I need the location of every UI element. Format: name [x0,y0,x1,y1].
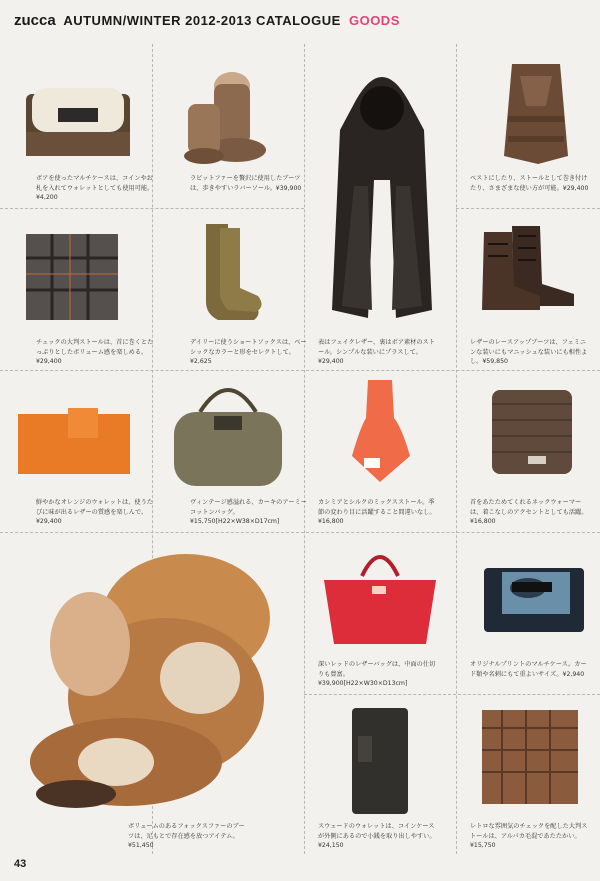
section-label: GOODS [348,13,400,28]
fox-fur-boots-image [16,548,280,812]
red-leather-bag-caption: 深いレッドのレザーバッグは、中面の仕切りも豊富。¥39,900[H22×W30×D13cm] [318,661,436,688]
suede-wallet-caption: スウェードのウォレットは、コインケースが外側にあるので小銭を取り出しやすい。¥24,150 [318,823,436,850]
fur-boots-caption: ラビットファーを贅沢に使用したブーツは、歩きやすいラバーソール。¥39,900 [190,175,302,192]
grid-divider [0,532,600,533]
short-socks-caption: デイリーに使うショートソックスは、ベーシックなカラーと形をセレクトして。¥2,625 [190,339,307,366]
suede-wallet-image [350,706,410,816]
grid-divider [304,694,600,695]
army-bag-caption: ヴィンテージ感溢れる、カーキのアーミーコットンバッグ。¥15,750[H22×W38×D17cm] [190,499,307,526]
orange-wallet-caption: 鮮やかなオレンジのウォレットは、使うたびに味が出るレザーの質感を楽しんで。¥29,400 [36,499,153,526]
catalogue-title: AUTUMN/WINTER 2012-2013 CATALOGUE [63,13,341,28]
brand-name: zucca [14,12,56,29]
hooded-stole-image [312,60,452,322]
down-vest-stole-image [498,56,574,166]
multicase-image [24,86,132,158]
tweed-check-stole-image [478,708,580,806]
neck-warmer-caption: 首をあたためてくれるネックウォーマーは、着こなしのアクセントとしても活躍。¥16,800 [470,499,588,526]
red-leather-bag-image [318,540,442,646]
print-multicase-caption: オリジナルプリントのマルチケース。カード類や名刺にもて重よいサイズ。¥2,940 [470,661,587,678]
orange-wallet-image [16,404,132,476]
check-stole-caption: チェックの大判ストールは、首に巻くとたっぷりとしたボリューム感を楽しめる。¥29,400 [36,339,154,366]
lace-up-boots-caption: レザーのレースアップブーツは、フェミニンな装いにもマニッシュな装いにも相性よし。¥59,850 [470,339,588,366]
page-number: 43 [14,858,27,870]
red-scarf-caption: カシミアとシルクのミックスストール。季節の変わり目に活躍すること間違いなし。¥16,800 [318,499,436,526]
army-bag-image [166,372,290,492]
grid-divider [456,208,600,209]
down-vest-stole-caption: ベストにしたり、ストールとして巻き付けたり、さまざまな使い方が可能。¥29,400 [470,175,589,192]
lace-up-boots-image [478,222,582,318]
print-multicase-image [482,564,586,634]
grid-divider [0,370,600,371]
fox-fur-boots-caption: ボリュームのあるフォックスファーのブーツは、足もとで存在感を放つアイテム。¥51,450 [128,823,245,850]
hooded-stole-caption: 表はフェイクレザー、裏はボア素材のストール。シンプルな装いにプラスして。¥29,400 [318,339,435,366]
catalogue-header [14,12,400,29]
neck-warmer-image [488,386,576,476]
tweed-check-stole-caption: レトロな雰囲気のチェックを配した大判ストールは、アルパカ毛混であたたかい。¥15,750 [470,823,588,850]
fur-boots-image [174,66,274,166]
red-scarf-image [346,378,414,484]
grid-divider [0,208,304,209]
check-stole-image [22,228,122,324]
short-socks-image [196,222,266,326]
grid-divider [304,44,305,854]
grid-divider [456,44,457,854]
multicase-caption: ボアを使ったマルチケースは、コインやお札を入れてウォレットとしても使用可能。¥4,200 [36,175,154,202]
